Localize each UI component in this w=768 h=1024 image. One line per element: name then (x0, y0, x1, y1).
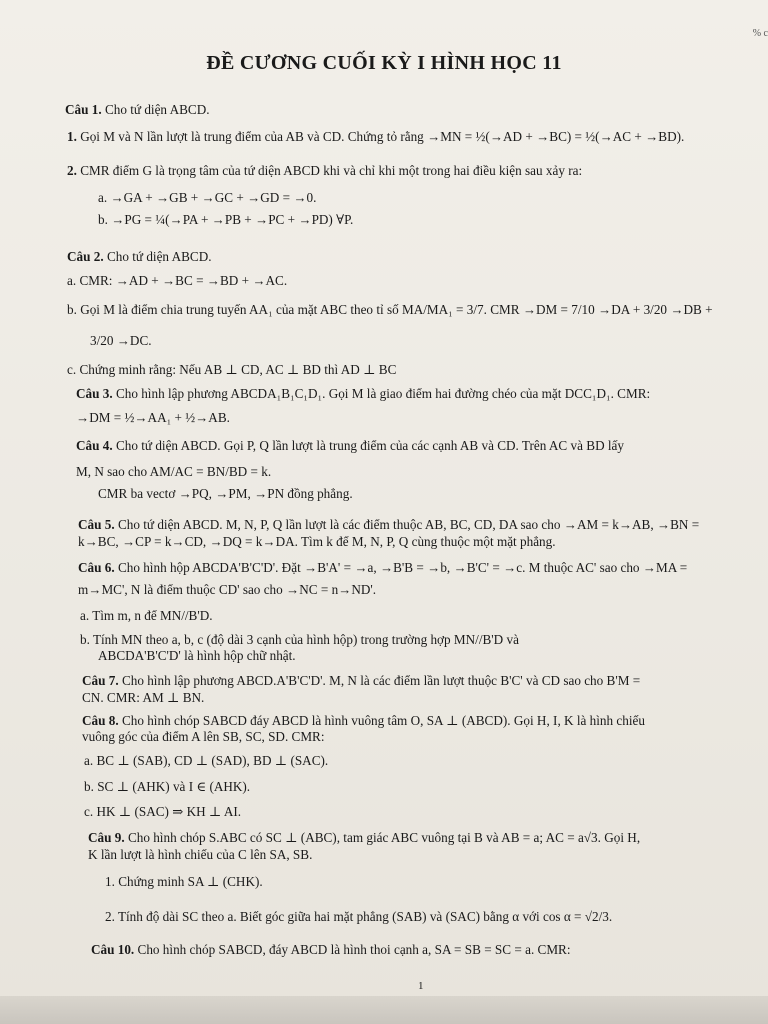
line-text: Chứng minh SA ⊥ (CHK). (114, 874, 263, 889)
line-text: Gọi M là điểm chia trung tuyến AA₁ của mặt ABC theo tỉ số MA/MA₁ = 3/7. CMR →DM = 7/10 →DA + 3/20 →DB + (76, 302, 713, 317)
line-text: CMR điểm G là trọng tâm của tứ diện ABCD khi và chỉ khi một trong hai điều kiện sau xảy ra: (76, 163, 583, 178)
line-text: Cho tứ diện ABCD. M, N, P, Q lần lượt là các điểm thuộc AB, BC, CD, DA sao cho →AM = k→AB, →BN = (114, 517, 700, 532)
line-label: 1. (67, 129, 77, 144)
line-label: 2. (67, 163, 77, 178)
line-text: 3/20 →DC. (90, 333, 152, 348)
question-6-heading (78, 559, 687, 576)
line-label: b. (84, 779, 94, 794)
line-text: Cho hình chóp S.ABC có SC ⊥ (ABC), tam giác ABC vuông tại B và AB = a; AC = a√3. Gọi H, (124, 830, 641, 845)
question-3-heading (76, 385, 650, 402)
q2-part-b-cont (90, 332, 152, 349)
line-label: Câu 10. (91, 942, 135, 957)
q6-part-b (80, 631, 519, 648)
line-label: Câu 5. (78, 517, 115, 532)
q6-part-a (80, 607, 213, 624)
q9-cont (88, 846, 312, 863)
line-text: m→MC', N là điểm thuộc CD' sao cho →NC = n→ND'. (78, 582, 377, 597)
q7-cont (82, 689, 204, 706)
line-label: b. (98, 212, 108, 227)
line-text: CMR: →AD + →BC = →BD + →AC. (76, 273, 288, 288)
question-1-heading (65, 101, 210, 118)
line-label: a. (80, 608, 90, 623)
q8-cont (82, 728, 325, 745)
line-text: M, N sao cho AM/AC = BN/BD = k. (76, 464, 272, 479)
line-text: CN. CMR: AM ⊥ BN. (82, 690, 205, 705)
q9-part-2 (105, 908, 612, 925)
line-text: Cho hình lập phương ABCD.A'B'C'D'. M, N là các điểm lần lượt thuộc B'C' và CD sao cho B'M = (118, 673, 641, 688)
line-text: Chứng minh rằng: Nếu AB ⊥ CD, AC ⊥ BD thì AD ⊥ BC (76, 362, 397, 377)
q8-part-b (84, 778, 250, 795)
question-5-heading (78, 516, 699, 533)
line-text: Tìm m, n để MN//B'D. (89, 608, 213, 623)
line-label: Câu 7. (82, 673, 119, 688)
line-text: Cho tứ diện ABCD. Gọi P, Q lần lượt là trung điểm của các cạnh AB và CD. Trên AC và BD lấy (112, 438, 624, 453)
corner-text: % c (752, 28, 768, 39)
line-text: Cho hình chóp SABCD đáy ABCD là hình vuông tâm O, SA ⊥ (ABCD). Gọi H, I, K là hình chiếu (118, 713, 645, 728)
q8-part-c (84, 803, 241, 820)
document-title: ĐỀ CƯƠNG CUỐI KỲ I HÌNH HỌC 11 (206, 52, 562, 74)
line-label: c. (67, 362, 77, 377)
line-label: 1. (105, 874, 115, 889)
question-9-heading (88, 829, 640, 846)
q2-part-a (67, 272, 287, 289)
line-text: →DM = ½→AA₁ + ½→AB. (76, 410, 230, 425)
question-10-heading (91, 941, 571, 958)
line-text: HK ⊥ (SAC) ⇒ KH ⊥ AI. (93, 804, 242, 819)
line-label: a. (67, 273, 77, 288)
line-text: →PG = ¼(→PA + →PB + →PC + →PD) ∀P. (107, 212, 354, 227)
line-label: Câu 4. (76, 438, 113, 453)
line-text: Cho hình hộp ABCDA'B'C'D'. Đặt →B'A' = →a, →B'B = →b, →B'C' = →c. M thuộc AC' sao cho →MA = (114, 560, 688, 575)
line-label: 2. (105, 909, 115, 924)
q6-part-b-cont (98, 647, 296, 664)
line-text: BC ⊥ (SAB), CD ⊥ (SAD), BD ⊥ (SAC). (93, 753, 329, 768)
q1-part-2 (67, 162, 582, 179)
q2-part-b (67, 301, 713, 318)
line-label: a. (84, 753, 94, 768)
q8-part-a (84, 752, 328, 769)
line-text: K lần lượt là hình chiếu của C lên SA, SB. (88, 847, 313, 862)
q9-part-1 (105, 873, 263, 890)
q5-cont (78, 533, 556, 550)
q1-part-1 (67, 128, 684, 145)
line-text: Cho tứ diện ABCD. (101, 102, 210, 117)
line-label: Câu 9. (88, 830, 125, 845)
line-text: SC ⊥ (AHK) và I ∈ (AHK). (93, 779, 251, 794)
line-text: Tính MN theo a, b, c (độ dài 3 cạnh của hình hộp) trong trường hợp MN//B'D và (89, 632, 519, 647)
line-label: c. (84, 804, 94, 819)
line-label: a. (98, 190, 108, 205)
question-8-heading (82, 712, 645, 729)
q6-cont (78, 581, 376, 598)
line-label: Câu 3. (76, 386, 113, 401)
line-text: vuông góc của điểm A lên SB, SC, SD. CMR: (82, 729, 325, 744)
line-text: CMR ba vectơ →PQ, →PM, →PN đồng phẳng. (98, 486, 353, 501)
line-label: Câu 8. (82, 713, 119, 728)
page-number: 1 (418, 980, 424, 992)
page-bottom-shadow (0, 996, 768, 1024)
question-2-heading (67, 248, 212, 265)
line-text: Tính độ dài SC theo a. Biết góc giữa hai mặt phẳng (SAB) và (SAC) bằng α với cos α = √2/3. (114, 909, 613, 924)
q3-cont (76, 409, 230, 426)
line-text: k→BC, →CP = k→CD, →DQ = k→DA. Tìm k để M, N, P, Q cùng thuộc một mặt phẳng. (78, 534, 556, 549)
q1-part-2a (98, 189, 316, 206)
line-label: b. (67, 302, 77, 317)
q1-part-2b (98, 211, 353, 228)
q4-cont-1 (76, 463, 271, 480)
line-text: Cho hình chóp SABCD, đáy ABCD là hình thoi cạnh a, SA = SB = SC = a. CMR: (134, 942, 571, 957)
line-label: Câu 6. (78, 560, 115, 575)
line-label: b. (80, 632, 90, 647)
line-text: ABCDA'B'C'D' là hình hộp chữ nhật. (98, 648, 296, 663)
line-text: Cho tứ diện ABCD. (103, 249, 212, 264)
line-label: Câu 2. (67, 249, 104, 264)
question-4-heading (76, 437, 624, 454)
line-text: Gọi M và N lần lượt là trung điểm của AB và CD. Chứng tỏ rằng →MN = ½(→AD + →BC) = ½(→AC + →BD). (76, 129, 685, 144)
question-7-heading (82, 672, 640, 689)
q4-cont-2 (98, 485, 353, 502)
line-text: Cho hình lập phương ABCDA₁B₁C₁D₁. Gọi M là giao điểm hai đường chéo của mặt DCC₁D₁. CMR: (112, 386, 651, 401)
line-label: Câu 1. (65, 102, 102, 117)
q2-part-c (67, 361, 396, 378)
line-text: →GA + →GB + →GC + →GD = →0. (107, 190, 317, 205)
